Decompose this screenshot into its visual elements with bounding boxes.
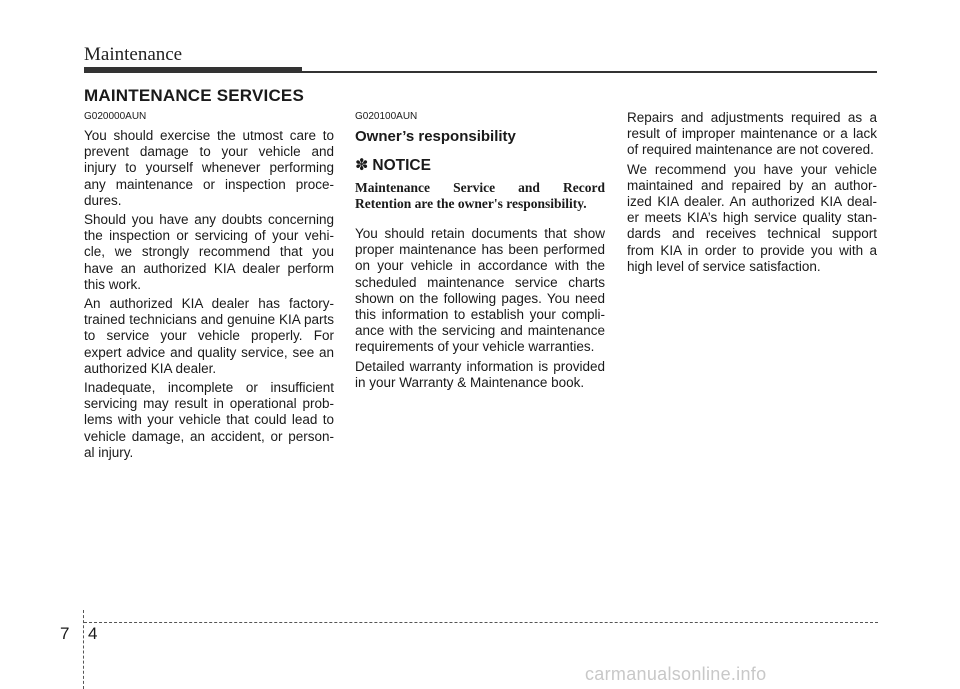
- paragraph: An authorized KIA dealer has factory-trained technicians and genuine KIA parts to service your vehicle properly. For expert advice and quality service, see an authorized KIA dealer.: [84, 296, 334, 376]
- header-bar-thick: [84, 67, 302, 73]
- page-number: 4: [88, 624, 98, 643]
- header-title: Maintenance: [84, 44, 183, 65]
- paragraph: You should exercise the utmost care to prevent damage to your vehicle and injury to yourself whenever performing any maintenance or inspection proce-dures.: [84, 128, 334, 208]
- footer-divider: [83, 610, 84, 689]
- column-left: [84, 110, 334, 464]
- paragraph: Inadequate, incomplete or insufficient servicing may result in operational prob-lems with your vehicle that could lead to vehicle damage, an accident, or person-al injury.: [84, 380, 334, 460]
- column-right: [627, 110, 877, 278]
- watermark: carmanualsonline.info: [585, 664, 767, 684]
- notice-label: NOTICE: [372, 157, 431, 174]
- asterisk-icon: ✽: [355, 157, 369, 174]
- subsection-heading: Owner’s responsibility: [355, 128, 516, 145]
- paragraph: You should retain documents that show proper maintenance has been performed on your vehicle in accordance with the scheduled maintenance service charts shown on the following pages. You need this information to establish your compli-ance with the servicing and maintenance requirements of your vehicle warranties.: [355, 226, 605, 355]
- paragraph: Should you have any doubts concerning the inspection or servicing of your vehi-cle, we strongly recommend that you have an authorized KIA dealer perform this work.: [84, 212, 334, 292]
- section-code: G020000AUN: [84, 111, 147, 122]
- notice-heading: [355, 156, 605, 176]
- chapter-number: 7: [60, 624, 70, 643]
- notice-text: Maintenance Service and Record Retention are the owner's responsibility.: [355, 180, 605, 211]
- paragraph: We recommend you have your vehicle maintained and repaired by an author-ized KIA dealer. An authorized KIA deal-er meets KIA’s high service quality stan-dards and receives technical support from KIA in order to provide you with a high level of service satisfaction.: [627, 161, 877, 274]
- paragraph: Repairs and adjustments required as a result of improper maintenance or a lack of required maintenance are not covered.: [627, 110, 877, 158]
- paragraph: Detailed warranty information is provided in your Warranty & Maintenance book.: [355, 358, 605, 390]
- column-middle: [355, 110, 605, 394]
- section-code: G020100AUN: [355, 111, 418, 122]
- footer-rule: [84, 622, 878, 623]
- section-title: MAINTENANCE SERVICES: [84, 86, 304, 105]
- header-bar-thin: [302, 71, 877, 73]
